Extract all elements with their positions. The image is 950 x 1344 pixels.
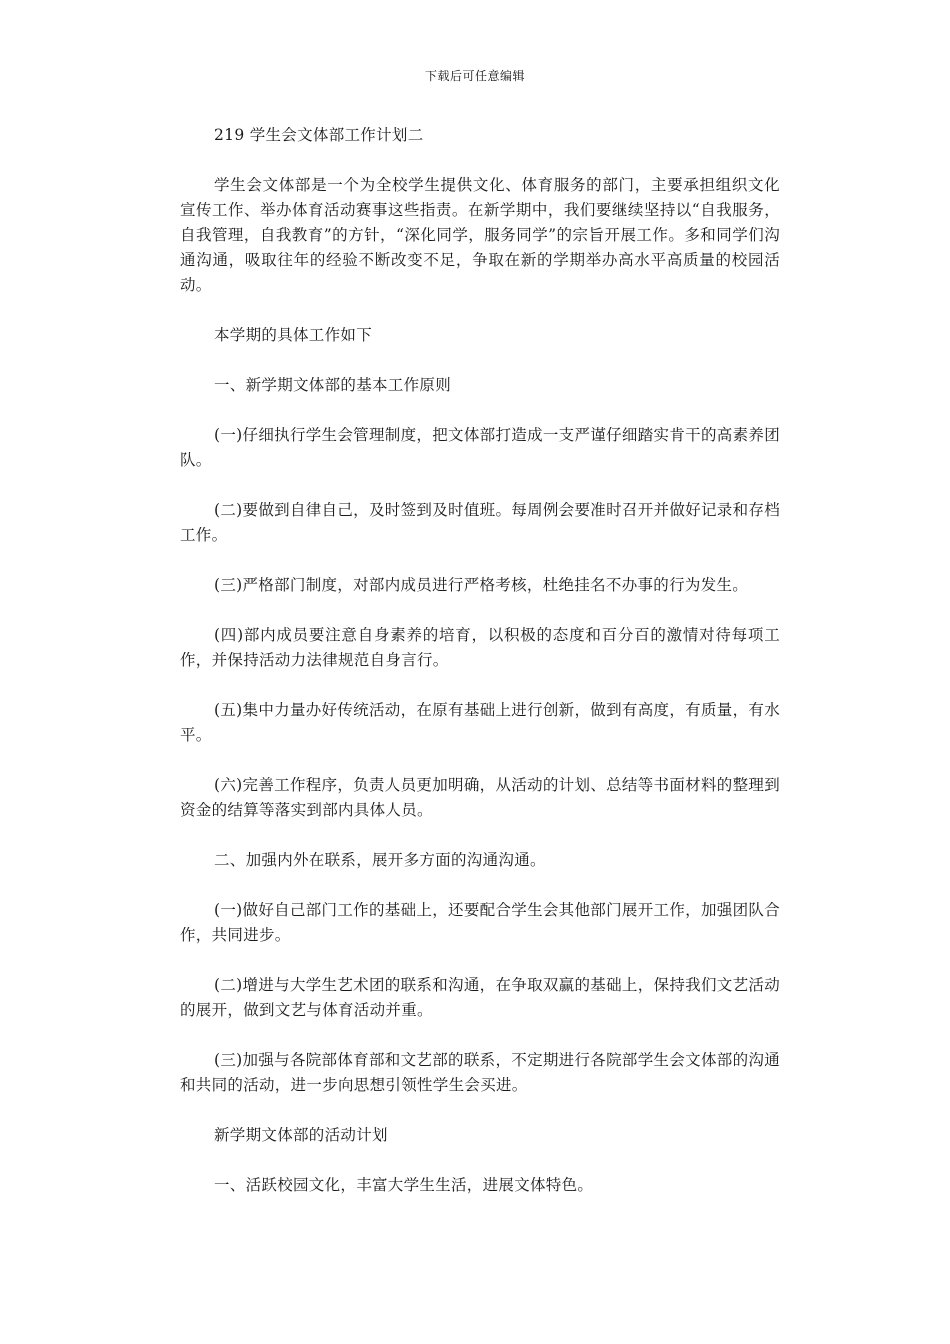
list-item: (三)严格部门制度，对部内成员进行严格考核，杜绝挂名不办事的行为发生。 [214,576,749,594]
document-title: 219 学生会文体部工作计划二 [214,126,424,144]
list-item: (五)集中力量办好传统活动，在原有基础上进行创新，做到有高度，有质量，有水平。 [180,701,780,744]
plan-heading: 新学期文体部的活动计划 [214,1126,388,1144]
list-item: (一)仔细执行学生会管理制度，把文体部打造成一支严谨仔细踏实肯干的高素养团队。 [180,426,780,469]
list-item: (一)做好自己部门工作的基础上，还要配合学生会其他部门展开工作，加强团队合作，共同进步。 [180,901,780,944]
list-item: (三)加强与各院部体育部和文艺部的联系，不定期进行各院部学生会文体部的沟通和共同的活动，进一步向思想引领性学生会买进。 [180,1051,780,1094]
plan-item: 一、活跃校园文化，丰富大学生生活，进展文体特色。 [214,1176,594,1194]
list-item: (四)部内成员要注意自身素养的培育，以积极的态度和百分百的激情对待每项工作，并保持活动力法律规范自身言行。 [180,626,780,669]
lead-paragraph: 本学期的具体工作如下 [214,326,373,344]
section-heading: 二、加强内外在联系，展开多方面的沟通沟通。 [214,851,546,869]
section-heading: 一、新学期文体部的基本工作原则 [214,376,452,394]
page-header-note: 下载后可任意编辑 [424,69,525,83]
list-item: (二)增进与大学生艺术团的联系和沟通，在争取双赢的基础上，保持我们文艺活动的展开，做到文艺与体育活动并重。 [180,976,780,1019]
list-item: (二)要做到自律自己，及时签到及时值班。每周例会要准时召开并做好记录和存档工作。 [180,501,780,544]
intro-paragraph: 学生会文体部是一个为全校学生提供文化、体育服务的部门，主要承担组织文化宣传工作、举办体育活动赛事这些指责。在新学期中，我们要继续坚持以“自我服务，自我管理，自我教育”的方针，“深化同学，服务同学”的宗旨开展工作。多和同学们沟通沟通，吸取往年的经验不断改变不足，争取在新的学期举办高水平高质量的校园活动。 [180,176,780,294]
list-item: (六)完善工作程序，负责人员更加明确，从活动的计划、总结等书面材料的整理到资金的结算等落实到部内具体人员。 [180,776,780,819]
document-body [180,123,780,1223]
